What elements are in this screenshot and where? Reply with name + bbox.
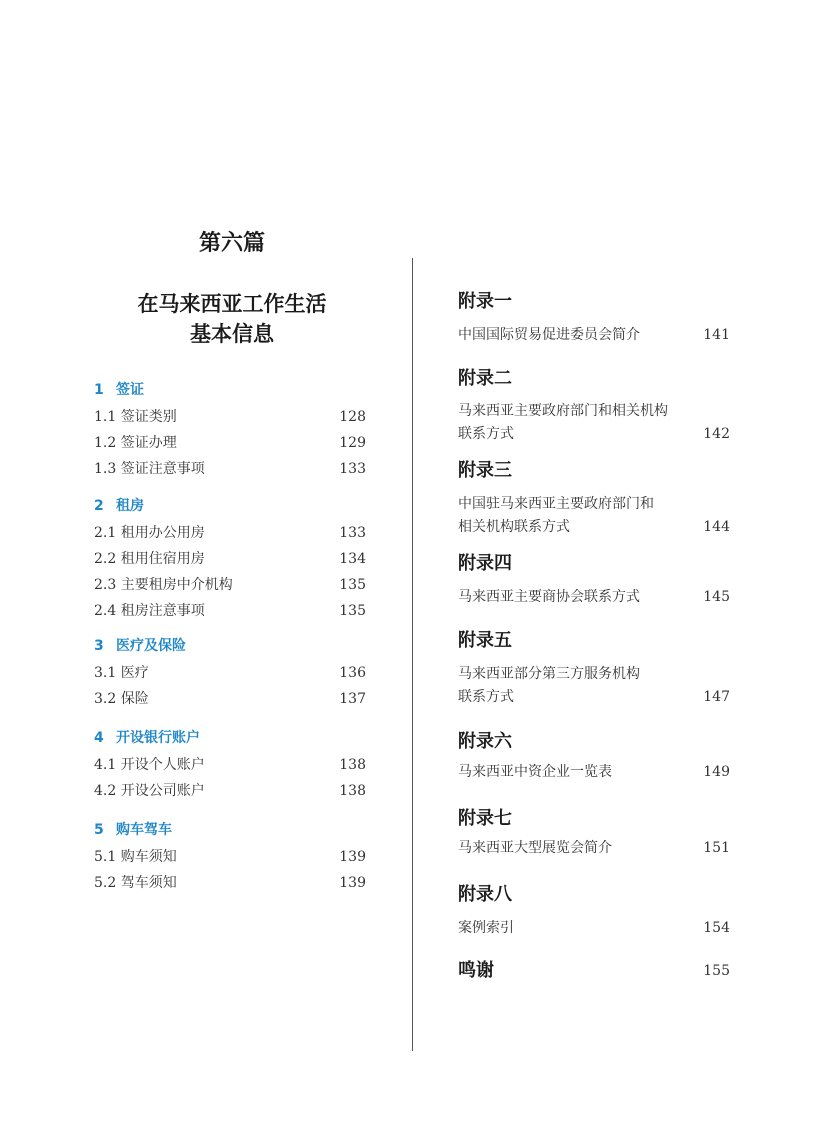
appendix-line: [458, 837, 730, 860]
appendix-line: [458, 663, 730, 686]
appendix-5[interactable]: [458, 628, 730, 709]
appendix-line: [458, 423, 730, 446]
appendix-line: [458, 761, 730, 784]
chapter-title[interactable]: [94, 495, 366, 517]
chapter-title[interactable]: [94, 819, 366, 841]
entry-label: 5.1 购车须知: [94, 849, 177, 865]
chapter-2: [94, 495, 366, 624]
appendix-6[interactable]: [458, 729, 730, 784]
entry-label: 2.1 租用办公用房: [94, 525, 205, 541]
entry-page: 129: [339, 435, 366, 451]
appendix-3[interactable]: [458, 458, 730, 539]
toc-entry[interactable]: [94, 520, 366, 546]
appendix-text: 马来西亚部分第三方服务机构: [458, 666, 640, 682]
toc-entry[interactable]: [94, 572, 366, 598]
appendix-page: 151: [703, 840, 730, 856]
appendix-heading: 附录四: [458, 553, 512, 574]
toc-entry[interactable]: [94, 752, 366, 778]
appendix-line: [458, 400, 730, 423]
appendix-heading: 附录三: [458, 460, 512, 481]
chapter-title-text: 购车驾车: [116, 822, 172, 838]
acknowledgement-page: 155: [703, 963, 730, 979]
appendix-page: 142: [703, 426, 730, 442]
entry-label: 2.4 租房注意事项: [94, 603, 205, 619]
entry-page: 134: [339, 551, 366, 567]
appendix-text: 相关机构联系方式: [458, 519, 570, 535]
entry-page: 135: [339, 603, 366, 619]
chapter-number: 5: [94, 822, 104, 838]
chapter-title-text: 签证: [116, 382, 144, 398]
toc-entry[interactable]: [94, 546, 366, 572]
appendix-7[interactable]: [458, 806, 730, 860]
section-title-line-1: 在马来西亚工作生活: [137, 291, 327, 316]
appendix-page: 144: [703, 519, 730, 535]
appendix-text: 马来西亚主要商协会联系方式: [458, 589, 640, 605]
appendix-line: [458, 516, 730, 539]
column-divider: [412, 258, 413, 1051]
appendix-page: 145: [703, 589, 730, 605]
toc-entry[interactable]: [94, 844, 366, 870]
toc-entry[interactable]: [94, 686, 366, 712]
appendix-heading: 附录二: [458, 368, 512, 389]
appendix-4[interactable]: [458, 551, 730, 609]
entry-label: 3.1 医疗: [94, 665, 149, 681]
entry-page: 133: [339, 461, 366, 477]
chapter-title-text: 开设银行账户: [116, 730, 200, 746]
chapter-5: [94, 819, 366, 896]
appendix-text: 案例索引: [458, 920, 514, 936]
entry-page: 138: [339, 757, 366, 773]
toc-entry[interactable]: [94, 660, 366, 686]
acknowledgement-heading: 鸣谢: [458, 960, 494, 981]
entry-page: 133: [339, 525, 366, 541]
chapter-title-text: 租房: [116, 498, 144, 514]
appendix-line: [458, 586, 730, 609]
chapter-title[interactable]: [94, 635, 366, 657]
appendix-line: [458, 917, 730, 940]
entry-page: 138: [339, 783, 366, 799]
chapter-title-text: 医疗及保险: [116, 638, 186, 654]
toc-entry[interactable]: [94, 430, 366, 456]
toc-entry[interactable]: [94, 404, 366, 430]
appendix-line: [458, 493, 730, 516]
appendix-heading: 附录五: [458, 630, 512, 651]
appendix-text: 马来西亚中资企业一览表: [458, 764, 612, 780]
entry-label: 1.1 签证类别: [94, 409, 177, 425]
chapter-number: 4: [94, 730, 104, 746]
appendix-text: 马来西亚大型展览会简介: [458, 840, 612, 856]
appendix-text: 联系方式: [458, 426, 514, 442]
appendix-page: 154: [703, 920, 730, 936]
toc-entry[interactable]: [94, 456, 366, 482]
entry-label: 2.2 租用住宿用房: [94, 551, 205, 567]
appendix-heading: 附录八: [458, 884, 512, 905]
chapter-3: [94, 635, 366, 712]
appendix-heading: 附录六: [458, 731, 512, 752]
appendix-page: 149: [703, 764, 730, 780]
toc-entry[interactable]: [94, 870, 366, 896]
appendix-line: [458, 324, 730, 347]
chapter-1: [94, 379, 366, 482]
chapter-number: 2: [94, 498, 104, 514]
entry-label: 3.2 保险: [94, 691, 149, 707]
toc-entry[interactable]: [94, 778, 366, 804]
toc-entry[interactable]: [94, 598, 366, 624]
appendix-2[interactable]: [458, 366, 730, 446]
chapter-title[interactable]: [94, 727, 366, 749]
chapter-4: [94, 727, 366, 804]
entry-label: 4.2 开设公司账户: [94, 783, 205, 799]
acknowledgement[interactable]: [458, 958, 730, 984]
entry-page: 136: [339, 665, 366, 681]
appendix-heading: 附录一: [458, 291, 512, 312]
appendix-8[interactable]: [458, 882, 730, 940]
entry-label: 1.3 签证注意事项: [94, 461, 205, 477]
chapter-number: 3: [94, 638, 104, 654]
appendix-text: 中国国际贸易促进委员会简介: [458, 327, 640, 343]
entry-page: 128: [339, 409, 366, 425]
chapter-title[interactable]: [94, 379, 366, 401]
entry-label: 1.2 签证办理: [94, 435, 177, 451]
appendix-page: 147: [703, 689, 730, 705]
appendix-page: 141: [703, 327, 730, 343]
appendix-text: 马来西亚主要政府部门和相关机构: [458, 403, 668, 419]
entry-page: 139: [339, 849, 366, 865]
appendix-line: [458, 686, 730, 709]
chapter-number: 1: [94, 382, 104, 398]
entry-page: 135: [339, 577, 366, 593]
appendix-1[interactable]: [458, 289, 730, 347]
appendix-text: 中国驻马来西亚主要政府部门和: [458, 496, 654, 512]
appendix-heading: 附录七: [458, 808, 512, 829]
appendix-text: 联系方式: [458, 689, 514, 705]
entry-page: 137: [339, 691, 366, 707]
entry-label: 4.1 开设个人账户: [94, 757, 205, 773]
entry-label: 5.2 驾车须知: [94, 875, 177, 891]
entry-label: 2.3 主要租房中介机构: [94, 577, 233, 593]
section-title-line-2: 基本信息: [190, 321, 274, 346]
section-title: [0, 289, 464, 349]
entry-page: 139: [339, 875, 366, 891]
part-title: 第六篇: [198, 230, 265, 256]
